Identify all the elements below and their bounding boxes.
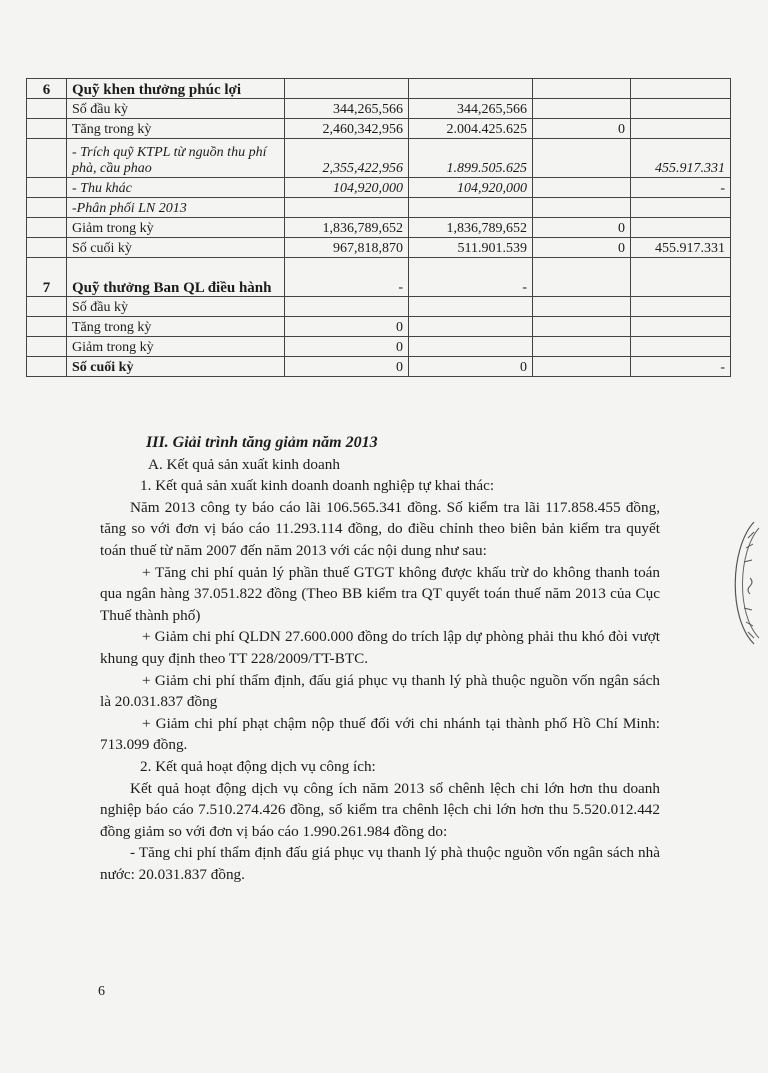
value-cell-2: 1,836,789,652 (409, 218, 533, 238)
row-label-cell: Giảm trong kỳ (67, 337, 285, 357)
value-cell-1 (285, 297, 409, 317)
value-cell-4 (631, 119, 731, 139)
bullet-1: + Tăng chi phí quản lý phần thuế GTGT không được khấu trừ do không thanh toán qua ngân hàng 37.051.822 đồng (Theo BB kiểm tra QT quyết toán thuế năm 2013 của Cục Thuế thành phố) (100, 563, 660, 624)
value-cell-4: 455.917.331 (631, 238, 731, 258)
value-cell-3 (533, 297, 631, 317)
row-number-cell (27, 238, 67, 258)
row-label-cell: - Trích quỹ KTPL từ nguồn thu phí phà, cầu phao (67, 139, 285, 178)
table-row (27, 139, 731, 178)
table-row (27, 317, 731, 337)
value-cell-2 (409, 297, 533, 317)
bullet-5: - Tăng chi phí thẩm định đấu giá phục vụ thanh lý phà thuộc nguồn vốn ngân sách nhà nước: 20.031.837 đồng. (100, 844, 660, 883)
value-cell-1: - (285, 258, 409, 297)
row-label-cell: Giảm trong kỳ (67, 218, 285, 238)
value-cell-4 (631, 218, 731, 238)
row-number-cell (27, 218, 67, 238)
row-label-cell: Quỹ thưởng Ban QL điều hành (67, 258, 285, 297)
value-cell-1 (285, 79, 409, 99)
row-number-cell (27, 119, 67, 139)
bullet-2: + Giảm chi phí QLDN 27.600.000 đồng do trích lập dự phòng phải thu khó đòi vượt khung quy định theo TT 228/2009/TT-BTC. (100, 628, 660, 667)
value-cell-1 (285, 198, 409, 218)
value-cell-2: 344,265,566 (409, 99, 533, 119)
value-cell-2 (409, 317, 533, 337)
value-cell-4: - (631, 178, 731, 198)
value-cell-3 (533, 357, 631, 377)
table-row (27, 119, 731, 139)
row-label-cell: Quỹ khen thưởng phúc lợi (67, 79, 285, 99)
stamp-seal-edge (720, 518, 760, 648)
fund-table (26, 78, 731, 377)
value-cell-3 (533, 317, 631, 337)
table-row (27, 238, 731, 258)
value-cell-2 (409, 198, 533, 218)
value-cell-1: 2,460,342,956 (285, 119, 409, 139)
value-cell-1: 344,265,566 (285, 99, 409, 119)
table-row (27, 198, 731, 218)
value-cell-3 (533, 79, 631, 99)
value-cell-2 (409, 79, 533, 99)
table-row (27, 178, 731, 198)
table-row (27, 99, 731, 119)
value-cell-1: 0 (285, 357, 409, 377)
value-cell-3: 0 (533, 238, 631, 258)
value-cell-2: 1.899.505.625 (409, 139, 533, 178)
row-number-cell (27, 337, 67, 357)
bullet-3: + Giảm chi phí thẩm định, đấu giá phục vụ thanh lý phà thuộc nguồn vốn ngân sách là 20.031.837 đồng (100, 671, 660, 711)
value-cell-2: 511.901.539 (409, 238, 533, 258)
value-cell-2: - (409, 258, 533, 297)
row-label-cell: Số đầu kỳ (67, 297, 285, 317)
value-cell-4 (631, 79, 731, 99)
row-number-cell (27, 297, 67, 317)
value-cell-3 (533, 337, 631, 357)
row-number-cell: 7 (27, 258, 67, 297)
row-number-cell (27, 99, 67, 119)
value-cell-2: 104,920,000 (409, 178, 533, 198)
value-cell-1: 0 (285, 337, 409, 357)
value-cell-1: 0 (285, 317, 409, 337)
item-2-heading: 2. Kết quả hoạt động dịch vụ công ích: (140, 757, 376, 775)
value-cell-2 (409, 337, 533, 357)
value-cell-4: - (631, 357, 731, 377)
table-row (27, 357, 731, 377)
value-cell-3 (533, 198, 631, 218)
row-number-cell (27, 317, 67, 337)
row-label-cell: -Phân phối LN 2013 (67, 198, 285, 218)
bullet-4: + Giảm chi phí phạt chậm nộp thuế đối với chi nhánh tại thành phố Hồ Chí Minh: 713.099 đồng. (100, 714, 660, 754)
value-cell-2: 0 (409, 357, 533, 377)
row-number-cell (27, 178, 67, 198)
paragraph-2: Kết quả hoạt động dịch vụ công ích năm 2013 số chênh lệch chi lớn hơn thu doanh nghiệp báo cáo 7.510.274.426 đồng, số kiểm tra chênh lệch chi lớn hơn thu 5.520.012.442 đồng giảm so với đơn vị báo cáo 1.990.261.984 đồng do: (100, 779, 660, 840)
paragraph-1: Năm 2013 công ty báo cáo lãi 106.565.341 đồng. Số kiểm tra lãi 117.858.455 đồng, tăng so với đơn vị báo cáo 11.293.114 đồng, do điều chỉnh theo biên bản kiểm tra quyết toán thuế từ năm 2007 đến năm 2013 với các nội dung như sau: (100, 498, 660, 559)
subsection-a: A. Kết quả sản xuất kinh doanh (148, 455, 340, 473)
section-title: III. Giải trình tăng giảm năm 2013 (146, 434, 378, 451)
value-cell-1: 104,920,000 (285, 178, 409, 198)
table-row (27, 337, 731, 357)
value-cell-4 (631, 198, 731, 218)
value-cell-4 (631, 297, 731, 317)
value-cell-1: 1,836,789,652 (285, 218, 409, 238)
value-cell-1: 2,355,422,956 (285, 139, 409, 178)
row-number-cell (27, 198, 67, 218)
row-label-cell: Số cuối kỳ (67, 238, 285, 258)
value-cell-4 (631, 258, 731, 297)
value-cell-4 (631, 99, 731, 119)
row-label-cell: Tăng trong kỳ (67, 317, 285, 337)
table-row (27, 258, 731, 297)
row-label-cell: Số đầu kỳ (67, 99, 285, 119)
explanation-section (100, 432, 660, 885)
row-label-cell: - Thu khác (67, 178, 285, 198)
value-cell-4 (631, 337, 731, 357)
row-label-cell: Số cuối kỳ (67, 357, 285, 377)
value-cell-3 (533, 99, 631, 119)
table-row (27, 218, 731, 238)
value-cell-3 (533, 258, 631, 297)
value-cell-3 (533, 139, 631, 178)
row-number-cell: 6 (27, 79, 67, 99)
row-label-cell: Tăng trong kỳ (67, 119, 285, 139)
row-number-cell (27, 139, 67, 178)
value-cell-4 (631, 317, 731, 337)
item-1-heading: 1. Kết quả sản xuất kinh doanh doanh nghiệp tự khai thác: (140, 477, 495, 495)
value-cell-3: 0 (533, 218, 631, 238)
row-number-cell (27, 357, 67, 377)
value-cell-3 (533, 178, 631, 198)
page-number: 6 (98, 984, 105, 999)
table-row (27, 79, 731, 99)
table-row (27, 297, 731, 317)
value-cell-2: 2.004.425.625 (409, 119, 533, 139)
value-cell-1: 967,818,870 (285, 238, 409, 258)
value-cell-3: 0 (533, 119, 631, 139)
value-cell-4: 455.917.331 (631, 139, 731, 178)
